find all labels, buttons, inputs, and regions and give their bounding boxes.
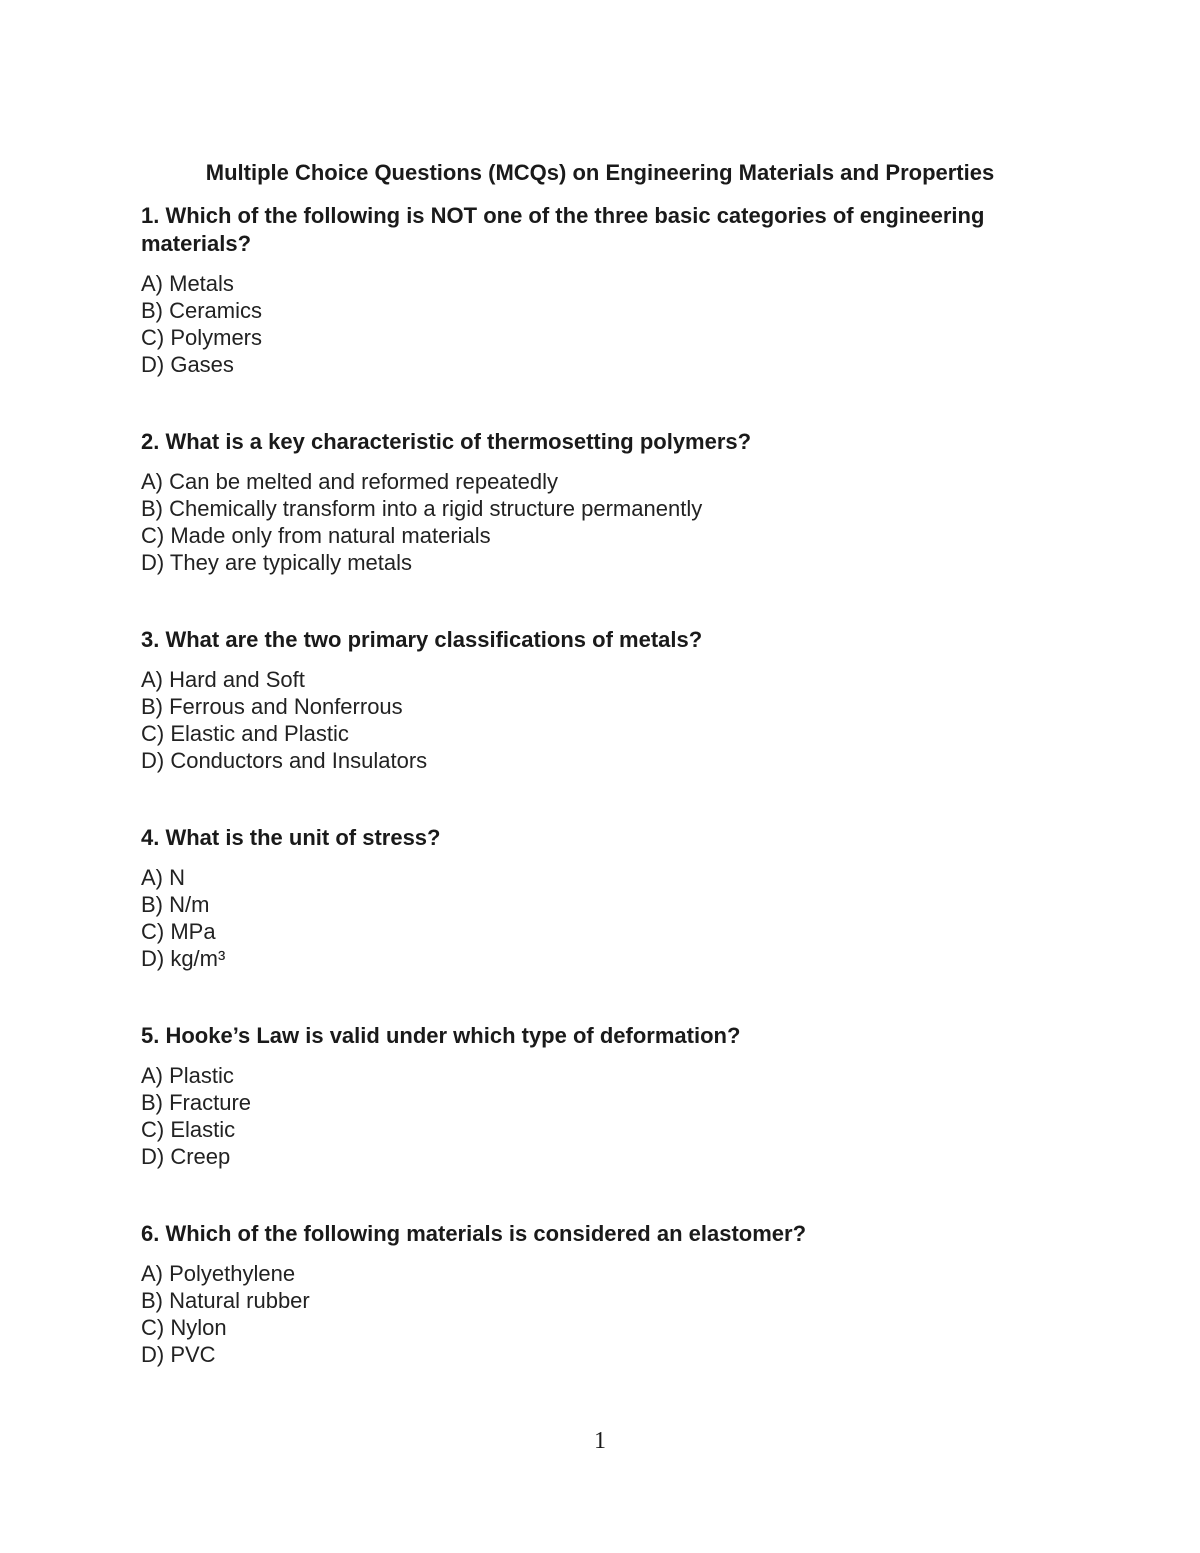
option-d: D) Conductors and Insulators [141, 748, 428, 773]
option-list [141, 1260, 1061, 1368]
option-b: B) Ceramics [141, 298, 263, 323]
question-text: 3. What are the two primary classifications of metals? [141, 627, 703, 652]
option-c: C) Nylon [141, 1315, 227, 1340]
question-text: 6. Which of the following materials is considered an elastomer? [141, 1221, 807, 1246]
question-4 [141, 824, 1061, 972]
question-5 [141, 1022, 1061, 1170]
question-text: 5. Hooke’s Law is valid under which type of deformation? [141, 1023, 741, 1048]
option-c: C) Made only from natural materials [141, 523, 491, 548]
option-list [141, 666, 1061, 774]
option-d: D) kg/m³ [141, 946, 226, 971]
option-a: A) Plastic [141, 1063, 234, 1088]
option-a: A) Hard and Soft [141, 667, 305, 692]
question-6 [141, 1220, 1061, 1368]
question-2 [141, 428, 1061, 576]
option-c: C) Polymers [141, 325, 263, 350]
option-b: B) N/m [141, 892, 210, 917]
question-1 [141, 202, 1061, 378]
option-d: D) Creep [141, 1144, 231, 1169]
option-b: B) Ferrous and Nonferrous [141, 694, 403, 719]
option-a: A) Polyethylene [141, 1261, 296, 1286]
option-b: B) Fracture [141, 1090, 252, 1115]
option-d: D) PVC [141, 1342, 216, 1367]
option-a: A) Metals [141, 271, 234, 296]
option-list [141, 1062, 1061, 1170]
option-a: A) N [141, 865, 185, 890]
option-c: C) Elastic and Plastic [141, 721, 349, 746]
question-text: 4. What is the unit of stress? [141, 825, 441, 850]
question-3 [141, 626, 1061, 774]
question-text: 2. What is a key characteristic of thermosetting polymers? [141, 429, 752, 454]
option-list [141, 270, 1061, 378]
option-b: B) Chemically transform into a rigid structure permanently [141, 496, 703, 521]
page-number: 1 [594, 1428, 606, 1454]
option-d: D) Gases [141, 352, 234, 377]
option-list [141, 468, 1061, 576]
question-text: 1. Which of the following is NOT one of the three basic categories of engineering materials? [141, 203, 985, 256]
option-b: B) Natural rubber [141, 1288, 310, 1313]
option-c: C) MPa [141, 919, 216, 944]
page-title: Multiple Choice Questions (MCQs) on Engineering Materials and Properties [205, 160, 995, 185]
option-a: A) Can be melted and reformed repeatedly [141, 469, 559, 494]
option-c: C) Elastic [141, 1117, 236, 1142]
option-d: D) They are typically metals [141, 550, 413, 575]
option-list [141, 864, 1061, 972]
